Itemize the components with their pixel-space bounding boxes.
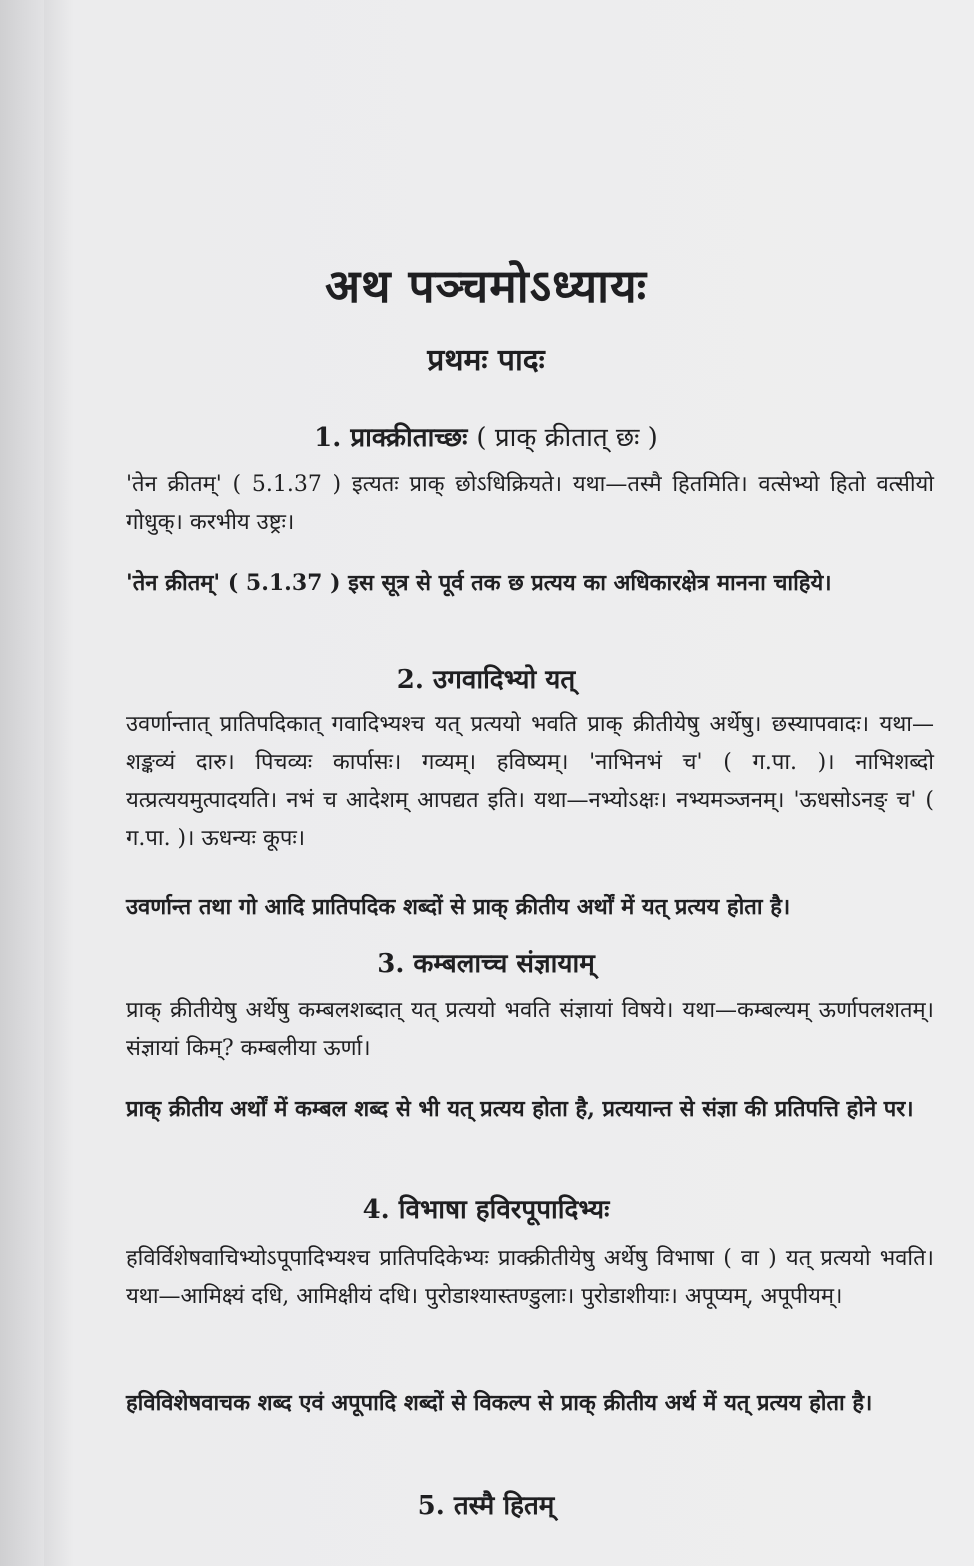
sutra-text: 4. विभाषा हविरपूपादिभ्यः: [362, 1195, 610, 1225]
book-page: [44, 0, 974, 1566]
sanskrit-commentary: प्राक् क्रीतीयेषु अर्थेषु कम्बलशब्दात् यत् प्रत्ययो भवति संज्ञायां विषये। यथा—कम्बल्यम् ऊर्णापलशतम्। संज्ञायां किम्? कम्बलीया ऊर्णा।: [126, 998, 934, 1061]
sutra-heading: [126, 418, 846, 454]
sutra-text: 5. तस्मै हितम्: [417, 1491, 555, 1521]
sutra-heading: [126, 944, 846, 980]
sutra-heading: [126, 1190, 846, 1226]
sanskrit-commentary: हविर्विशेषवाचिभ्योऽपूपादिभ्यश्च प्रातिपदिकेभ्यः प्राक्क्रीतीयेषु अर्थेषु विभाषा ( वा ) यत् प्रत्ययो भवति। यथा—आमिक्ष्यं दधि, आमिक्षीयं दधि। पुरोडाश्यास्तण्डुलाः। पुरोडाशीयाः। अपूप्यम्, अपूपीयम्।: [126, 1246, 934, 1309]
chapter-title: अथ पञ्चमोऽध्यायः: [324, 259, 648, 313]
hindi-explanation: प्राक् क्रीतीय अर्थों में कम्बल शब्द से भी यत् प्रत्यय होता है, प्रत्ययान्त से संज्ञा की प्रतिपत्ति होने पर।: [126, 1096, 914, 1122]
sutra-text: 1. प्राक्क्रीताच्छः: [314, 423, 468, 453]
section-title: प्रथमः पादः: [427, 343, 545, 378]
sanskrit-commentary: 'तेन क्रीतम्' ( 5.1.37 ) इत्यतः प्राक् छोऽधिक्रियते। यथा—तस्मै हितमिति। वत्सेभ्यो हितो वत्सीयो गोधुक्। करभीय उष्ट्रः।: [126, 472, 934, 535]
book-gutter: [0, 0, 44, 1566]
hindi-explanation: हविविशेषवाचक शब्द एवं अपूपादि शब्दों से विकल्प से प्राक् क्रीतीय अर्थ में यत् प्रत्यय होता है।: [126, 1390, 873, 1416]
hindi-explanation: उवर्णान्त तथा गो आदि प्रातिपदिक शब्दों से प्राक् क्रीतीय अर्थों में यत् प्रत्यय होता है।: [126, 894, 791, 920]
sanskrit-commentary: उवर्णान्तात् प्रातिपदिकात् गवादिभ्यश्च यत् प्रत्ययो भवति प्राक् क्रीतीयेषु अर्थेषु। छस्यापवादः। यथा—शङ्कव्यं दारु। पिचव्यः कार्पासः। गव्यम्। हविष्यम्। 'नाभिनभं च' ( ग.पा. )। नाभिशब्दो यत्प्रत्ययमुत्पादयति। नभं च आदेशम् आपद्यत इति। यथा—नभ्योऽक्षः। नभ्यमञ्जनम्। 'ऊधसोऽनङ् च' ( ग.पा. )। ऊधन्यः कूपः।: [126, 712, 934, 851]
sutra-heading: [126, 1486, 846, 1522]
hindi-explanation: 'तेन क्रीतम्' ( 5.1.37 ) इस सूत्र से पूर्व तक छ प्रत्यय का अधिकारक्षेत्र मानना चाहिये।: [126, 570, 832, 596]
sutra-padaccheda: ( प्राक् क्रीतात् छः ): [476, 423, 658, 453]
sutra-text: 3. कम्बलाच्च संज्ञायाम्: [377, 949, 595, 979]
sutra-text: 2. उगवादिभ्यो यत्: [396, 665, 576, 695]
sutra-heading: [126, 660, 846, 696]
